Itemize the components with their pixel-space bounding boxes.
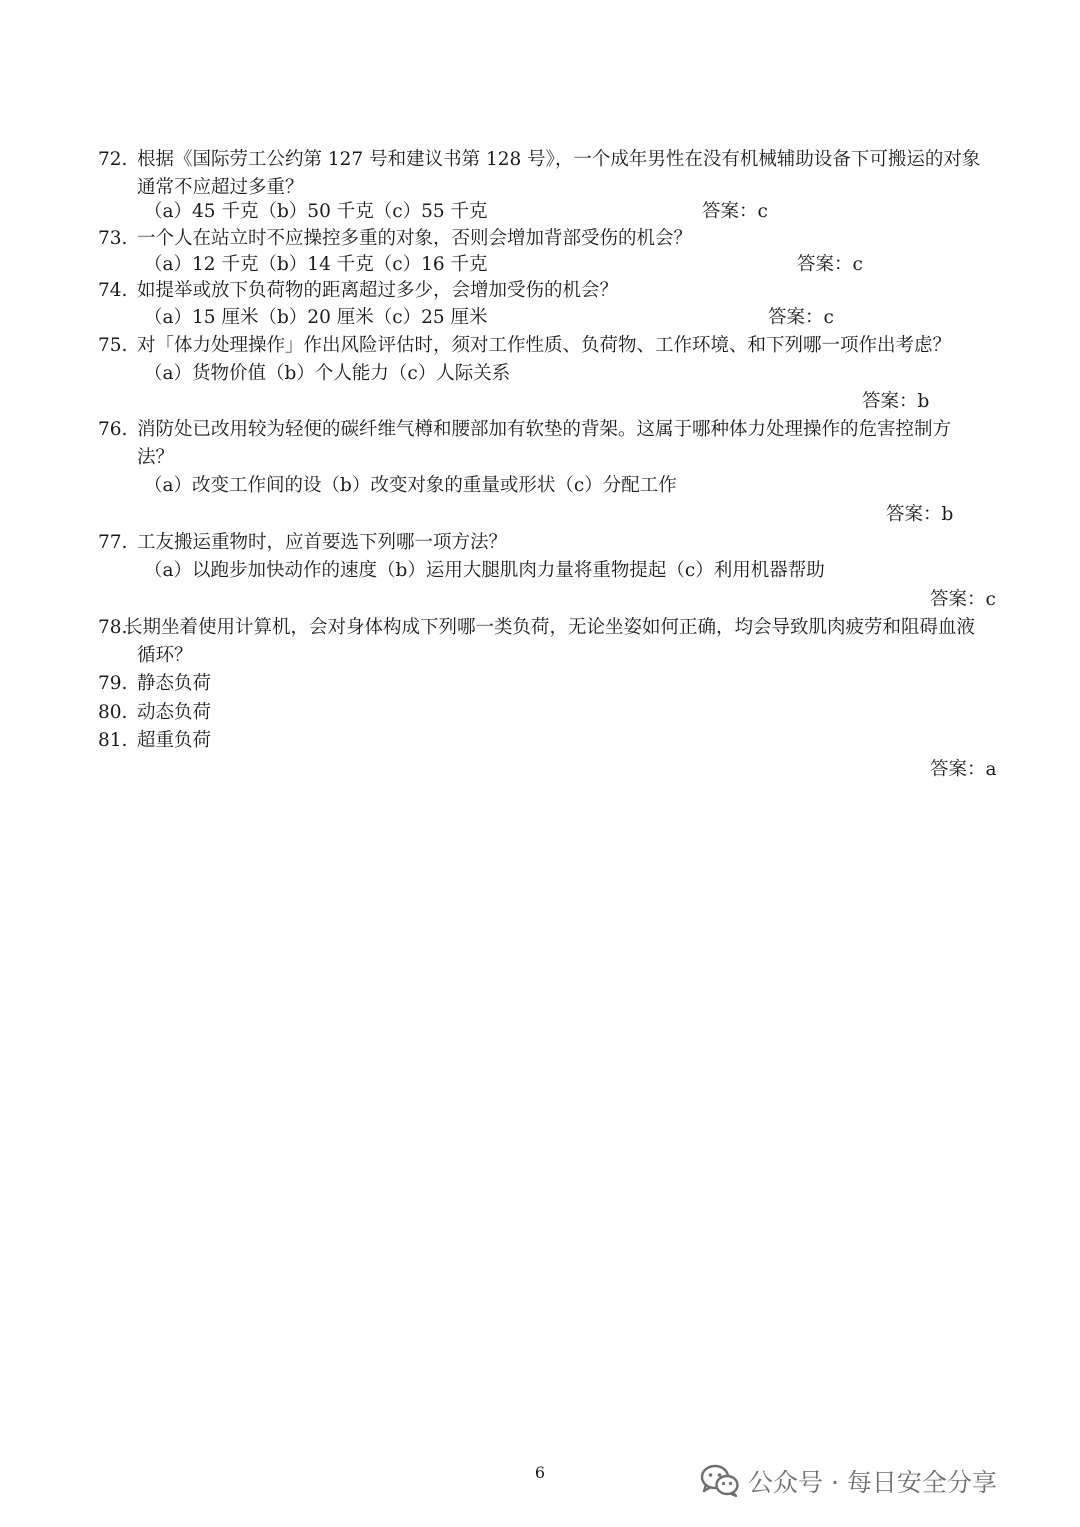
answer-key: 答案：b <box>862 391 930 412</box>
question-text: 长期坐着使用计算机，会对身体构成下列哪一类负荷，无论坐姿如何正确，均会导致肌肉疲劳和阻碍血液 <box>124 617 976 638</box>
question-text: 循环？ <box>137 645 193 666</box>
list-item-text: 超重负荷 <box>137 730 212 751</box>
question-72-options <box>0 198 1080 226</box>
question-text: 通常不应超过多重？ <box>137 177 304 198</box>
question-text: 工友搬运重物时，应首要选下列哪一项方法？ <box>137 532 508 553</box>
wechat-icon <box>700 1464 740 1498</box>
question-77-answer <box>0 586 1080 614</box>
answer-options: （a）15 厘米（b）20 厘米（c）25 厘米 <box>144 307 488 328</box>
question-text: 根据《国际劳工公约第 127 号和建议书第 128 号》，一个成年男性在没有机械辅助设备下可搬运的对象 <box>137 149 981 170</box>
question-text: 如提举或放下负荷物的距离超过多少，会增加受伤的机会？ <box>137 280 619 301</box>
question-78-line-1 <box>0 614 1080 642</box>
question-number: 77. <box>98 532 128 553</box>
answer-key: 答案：c <box>930 589 996 610</box>
question-75-options <box>0 360 1080 388</box>
answer-options: （a）改变工作间的设（b）改变对象的重量或形状（c）分配工作 <box>144 475 677 496</box>
list-item-text: 动态负荷 <box>137 702 212 723</box>
answer-key: 答案：c <box>702 201 768 222</box>
question-73-line-1 <box>0 225 1080 253</box>
watermark <box>700 1458 997 1504</box>
question-75-line-1 <box>0 332 1080 360</box>
question-number: 78. <box>98 617 128 638</box>
question-78-answer <box>0 756 1080 784</box>
question-text: 法？ <box>137 447 175 468</box>
list-item-text: 静态负荷 <box>137 673 212 694</box>
question-73-options <box>0 251 1080 279</box>
answer-key: 答案：c <box>768 307 834 328</box>
question-76-line-1 <box>0 416 1080 444</box>
question-number: 76. <box>98 419 128 440</box>
question-number: 73. <box>98 228 128 249</box>
answer-key: 答案：c <box>797 254 863 275</box>
question-text: 消防处已改用较为轻便的碳纤维气樽和腰部加有软垫的背架。这属于哪种体力处理操作的危害控制方 <box>137 419 952 440</box>
question-75-answer <box>0 388 1080 416</box>
answer-options: （a）货物价值（b）个人能力（c）人际关系 <box>144 363 511 384</box>
answer-key: 答案：a <box>930 759 997 780</box>
page-number: 6 <box>534 1463 546 1482</box>
question-76-answer <box>0 501 1080 529</box>
list-item <box>0 670 1080 698</box>
question-76-options <box>0 472 1080 500</box>
list-item-number: 80. <box>98 702 128 723</box>
question-text: 对「体力处理操作」作出风险评估时，须对工作性质、负荷物、工作环境、和下列哪一项作出考虑？ <box>137 335 952 356</box>
question-74-line-1 <box>0 277 1080 305</box>
question-text: 一个人在站立时不应操控多重的对象，否则会增加背部受伤的机会？ <box>137 228 693 249</box>
answer-options: （a）45 千克（b）50 千克（c）55 千克 <box>144 201 488 222</box>
list-item <box>0 727 1080 755</box>
question-77-options <box>0 557 1080 585</box>
watermark-text: 公众号 · 每日安全分享 <box>748 1468 997 1497</box>
list-item-number: 81. <box>98 730 128 751</box>
question-number: 75. <box>98 335 128 356</box>
question-number: 74. <box>98 280 128 301</box>
question-78-line-2 <box>0 642 1080 670</box>
question-72-line-1 <box>0 146 1080 174</box>
list-item <box>0 699 1080 727</box>
list-item-number: 79. <box>98 673 128 694</box>
question-77-line-1 <box>0 529 1080 557</box>
question-74-options <box>0 304 1080 332</box>
question-number: 72. <box>98 149 128 170</box>
answer-options: （a）以跑步加快动作的速度（b）运用大腿肌肉力量将重物提起（c）利用机器帮助 <box>144 560 825 581</box>
answer-key: 答案：b <box>886 504 954 525</box>
question-76-line-2 <box>0 444 1080 472</box>
answer-options: （a）12 千克（b）14 千克（c）16 千克 <box>144 254 488 275</box>
